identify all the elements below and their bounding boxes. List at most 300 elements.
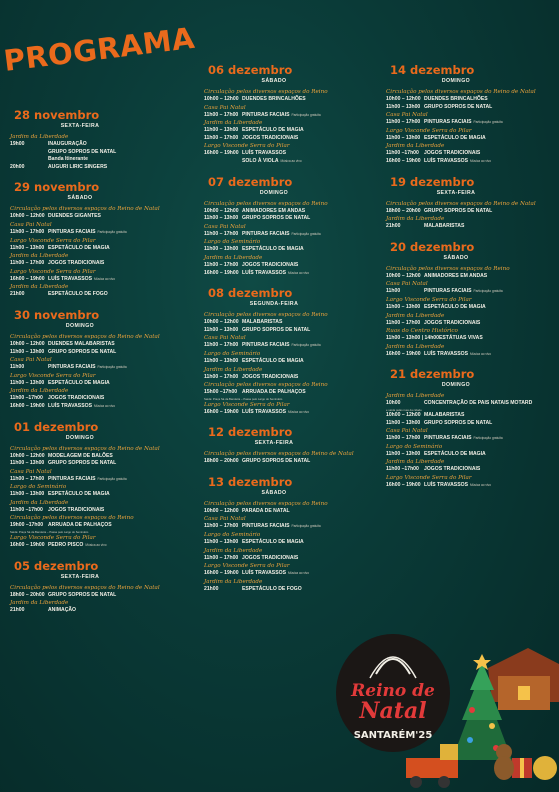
event-location: Largo do Seminário: [386, 443, 443, 450]
event-title: JOGOS TRADICIONAIS: [242, 261, 299, 268]
day-weekday: SÁBADO: [261, 78, 287, 84]
event-row: [204, 319, 382, 327]
event-row: [386, 482, 559, 490]
day-weekday: DOMINGO: [259, 189, 289, 196]
event-location: Jardim da Liberdade: [10, 253, 69, 260]
event-row: [386, 150, 559, 158]
event-row: [204, 523, 382, 531]
event-row: [10, 542, 188, 550]
event-title: ESPETÁCULO DE MAGIA: [48, 491, 110, 498]
event-time: 16h00 – 19h00: [204, 570, 239, 577]
event-title: JOGOS TRADICIONAIS: [48, 506, 105, 513]
event-title: MODELAGEM DE BALÕES: [48, 452, 113, 459]
event-title: PINTURAS FACIAIS: [242, 342, 290, 349]
event-row: [386, 223, 559, 231]
event-time: 11h00 – 13h00: [386, 103, 421, 110]
event-title: JOGOS TRADICIONAIS: [48, 395, 105, 402]
event-title: GRUPO SOPROS DE NATAL: [48, 348, 117, 355]
day-section: [204, 426, 382, 466]
event-note: Música ao vivo: [469, 482, 492, 487]
event-location: Largo do Seminário: [204, 350, 261, 357]
event-row: [10, 507, 188, 515]
event-row: [386, 304, 559, 312]
event-time: 10h00 – 12h00: [204, 507, 239, 514]
event-location: Jardim da Liberdade: [10, 499, 69, 506]
event-location: Casa Pai Natal: [204, 104, 246, 111]
day-section: [386, 241, 559, 359]
event-title: PINTURAS FACIAIS: [424, 119, 472, 126]
event-title: JOGOS TRADICIONAIS: [242, 134, 299, 141]
event-location: Jardim da Liberdade: [204, 120, 263, 127]
event-row: [386, 320, 559, 328]
event-location: Casa Pai Natal: [10, 221, 52, 228]
event-title: ARRUADA DE PALHAÇOS: [242, 389, 306, 396]
event-location: Casa Pai Natal: [10, 357, 52, 364]
event-title: LUÍS TRAVASSOS: [242, 570, 286, 577]
event-title: PEDRO PISCO: [48, 542, 84, 549]
event-note: Música ao vivo: [287, 571, 310, 576]
event-time: 11h00 – 17h00: [204, 134, 239, 141]
event-location: Jardim da Liberdade: [204, 578, 263, 585]
event-row: [204, 586, 382, 594]
event-title: DUENDES BRINCALHÕES: [242, 96, 306, 102]
event-location: Largo Visconde Serra do Pilar: [10, 268, 96, 275]
event-time: 11h00 – 17h00: [204, 261, 239, 268]
event-time: 18h00 – 20h00: [204, 458, 239, 465]
day-section: [204, 176, 382, 278]
event-title: ANIMADORES EM ANDAS: [242, 207, 306, 214]
event-location: Casa Pai Natal: [386, 428, 428, 435]
event-title: ESPETÁCULO DE FOGO: [242, 585, 302, 592]
event-location: Circulação pelos diversos espaços do Reino: [10, 515, 134, 522]
event-time: 21h00: [386, 223, 401, 230]
event-time: 15h00 –17h00: [204, 389, 238, 396]
event-title: GRUPO SOPROS DE NATAL: [242, 458, 311, 465]
event-time: 10h00 – 12h00: [204, 207, 239, 214]
event-location: Circulação pelos diversos espaços do Reino de Natal: [10, 333, 160, 340]
event-time: 11h00 – 17h00: [204, 342, 239, 349]
event-row: [10, 260, 188, 268]
day-weekday: SÁBADO: [67, 195, 93, 202]
event-time: 11h00 – 13h00: [204, 326, 239, 333]
toy-train-icon: [406, 758, 458, 778]
event-title: PARADA DE NATAL: [242, 507, 290, 514]
event-location: Circulação pelos diversos espaços do Reino: [204, 312, 328, 319]
event-location: Largo Visconde Serra do Pilar: [386, 127, 472, 134]
event-location: Circulação pelos diversos espaços do Reino de Natal: [204, 451, 354, 458]
day-weekday: SEXTA-FEIRA: [60, 573, 100, 580]
event-note: Participação gratuita: [473, 120, 503, 125]
event-location: Jardim da Liberdade: [10, 134, 69, 140]
event-row: [204, 96, 382, 104]
event-time: 11h00 – 13h00: [204, 127, 239, 134]
event-time: 11h00 – 13h00: [386, 450, 421, 457]
event-title: MALABARISTAS: [242, 319, 283, 326]
event-title: DUENDES MALABARISTAS: [48, 340, 115, 347]
event-title: PINTURAS FACIAIS: [424, 435, 472, 442]
event-title: INAUGURAÇÃO: [48, 141, 87, 147]
event-row: [386, 208, 559, 216]
event-subnote: Saída: Praça Sá da Bandeira – Passa pelo Largo do Seminário: [10, 530, 89, 535]
event-time: 16h00 – 19h00: [10, 402, 45, 409]
day-date: 13 dezembro: [208, 474, 293, 489]
day-weekday: DOMINGO: [65, 322, 95, 329]
event-subnote: Saída: Praça Sá da Bandeira – Passa pelo Largo do Seminário: [204, 396, 283, 401]
event-time: 11h00: [10, 364, 25, 371]
event-location: Jardim da Liberdade: [386, 312, 445, 319]
day-weekday: SEXTA-FEIRA: [254, 440, 294, 447]
event-row: [10, 460, 188, 468]
event-title: PINTURAS FACIAIS: [48, 364, 96, 371]
event-subnote: e saída pelas ruas da cidade: [386, 407, 422, 412]
event-location: Jardim da Liberdade: [386, 216, 445, 223]
event-row: [204, 389, 382, 397]
event-note: Música ao vivo: [280, 158, 302, 163]
event-title: CONCENTRAÇÃO DE PAIS NATAIS MOTARD: [424, 400, 533, 407]
event-title: DUENDES BRINCALHÕES: [424, 96, 488, 102]
event-time: 16h00 – 19h00: [204, 408, 239, 415]
event-title: GRUPO SOPROS DE NATAL: [48, 148, 117, 155]
event-time: 18h00 – 20h00: [10, 591, 45, 598]
event-row: [10, 403, 188, 411]
event-location: Largo Visconde Serra do Pilar: [10, 372, 96, 379]
event-row: [386, 420, 559, 428]
event-title: GRUPO SOPROS DE NATAL: [424, 419, 493, 426]
event-time: 11h00 – 13h00: [204, 215, 239, 222]
event-title: ANIMAÇÃO: [48, 607, 77, 614]
event-title: ARRUADA DE PALHAÇOS: [48, 522, 112, 529]
event-title: ESPETÁCULO DE MAGIA: [48, 244, 110, 251]
event-row: [204, 231, 382, 239]
event-time: 11h00 –17h00: [386, 466, 419, 473]
event-title: ESPETÁCULO DE MAGIA: [424, 134, 486, 141]
event-row: [10, 141, 188, 149]
day-date: 20 dezembro: [390, 239, 475, 254]
event-row: [386, 273, 559, 281]
day-date: 06 dezembro: [208, 63, 293, 77]
event-location: Jardim da Liberdade: [204, 547, 263, 554]
event-row: [10, 491, 188, 499]
event-time: 16h00 – 19h00: [204, 269, 239, 276]
event-title: GRUPO SOPROS DE NATAL: [48, 460, 117, 467]
event-time: 10h00 – 12h00: [386, 411, 421, 418]
event-title: ESPETÁCULO DE MAGIA: [242, 246, 304, 253]
day-weekday: DOMINGO: [441, 78, 471, 84]
event-row: [204, 327, 382, 335]
event-time: 11h00 –17h00: [386, 150, 419, 157]
event-title: JOGOS TRADICIONAIS: [424, 319, 481, 326]
event-row: [204, 270, 382, 278]
event-title: ESPETÁCULO DE MAGIA: [424, 303, 486, 310]
event-row: [10, 156, 188, 164]
event-title: GRUPO SOPROS DE NATAL: [424, 207, 493, 214]
day-date: 05 dezembro: [14, 558, 99, 573]
event-location: Circulação pelos diversos espaços do Reino: [386, 265, 510, 272]
event-note: Participação gratuita: [97, 365, 127, 370]
event-row: [10, 364, 188, 372]
event-title: JOGOS TRADICIONAIS: [242, 373, 299, 380]
event-location: Largo Visconde Serra do Pilar: [204, 401, 290, 408]
event-row: [10, 164, 188, 172]
event-time: 11h00 –17h00: [10, 395, 43, 402]
event-time: 11h00 – 17h00: [386, 435, 421, 442]
event-time: 19h00: [10, 141, 25, 147]
event-title: SOLO À VIOLA: [242, 157, 279, 164]
schedule-column-1: [10, 109, 188, 625]
event-location: Casa Pai Natal: [386, 281, 428, 288]
event-row: [10, 341, 188, 349]
event-time: 11h00 – 13h00: [204, 539, 239, 546]
event-location: Circulação pelos diversos espaços do Reino: [204, 382, 328, 389]
event-note: Participação gratuita: [97, 476, 127, 481]
event-location: Jardim da Liberdade: [10, 388, 69, 395]
event-row: [204, 539, 382, 547]
christmas-decoration-illustration: [400, 640, 559, 792]
event-row: [10, 229, 188, 237]
event-time: 11h00: [386, 288, 401, 295]
event-location: Casa Pai Natal: [204, 516, 246, 523]
event-row: [204, 158, 382, 166]
event-row: [386, 435, 559, 443]
event-row: [10, 607, 188, 615]
event-row: [204, 262, 382, 270]
event-row: [204, 458, 382, 466]
event-time: 21h00: [204, 585, 219, 592]
event-row: [386, 466, 559, 474]
event-title: PINTURAS FACIAIS: [242, 523, 290, 530]
event-title: GRUPO SOPROS DE NATAL: [48, 591, 117, 598]
event-title: LUÍS TRAVASSOS: [242, 408, 286, 415]
event-location: Jardim da Liberdade: [10, 284, 69, 291]
event-row: [386, 400, 559, 408]
event-title: ESPETÁCULO DE MAGIA: [48, 379, 110, 386]
event-row: [10, 380, 188, 388]
event-row: [10, 245, 188, 253]
event-note: Música ao vivo: [85, 543, 107, 548]
day-weekday: SEXTA-FEIRA: [436, 189, 476, 196]
day-section: [10, 181, 188, 299]
event-note: Música ao vivo: [287, 270, 310, 275]
event-row: [204, 135, 382, 143]
event-row: [204, 374, 382, 382]
event-row: [204, 555, 382, 563]
event-row: [386, 351, 559, 359]
event-row: [10, 476, 188, 484]
event-time: 16h00 – 19h00: [204, 150, 239, 157]
event-location: Largo Visconde Serra do Pilar: [204, 563, 290, 570]
event-time: 20h00: [10, 163, 25, 170]
event-time: 11h00 – 13h00: [10, 491, 45, 498]
logo-line2: Natal: [359, 698, 427, 724]
event-note: Participação gratuita: [291, 524, 321, 529]
event-time: 16h00 – 19h00: [386, 350, 421, 357]
event-title: LUÍS TRAVASSOS: [242, 150, 286, 157]
event-title: ESPETÁCULO DE MAGIA: [242, 539, 304, 546]
event-location: Largo Visconde Serra do Pilar: [10, 535, 96, 542]
event-title: LUÍS TRAVASSOS: [424, 157, 468, 164]
day-date: 19 dezembro: [390, 174, 475, 189]
event-title: Banda Itinerante: [48, 156, 88, 163]
event-title: ESPETÁCULO DE MAGIA: [242, 357, 304, 364]
event-row: [10, 592, 188, 600]
event-row: [386, 104, 559, 112]
event-location: Jardim da Liberdade: [386, 343, 445, 350]
event-time: 11h00 – 13h00: [10, 244, 45, 251]
event-location: Largo Visconde Serra do Pilar: [386, 296, 472, 303]
event-time: 10h00 – 12h00: [204, 96, 239, 102]
event-row: [10, 453, 188, 461]
event-location: Circulação pelos diversos espaços do Reino: [204, 500, 328, 507]
event-note: Música ao vivo: [93, 276, 116, 281]
event-location: Circulação pelos diversos espaços do Reino de Natal: [10, 445, 160, 452]
event-location: Circulação pelos diversos espaços do Reino de Natal: [10, 206, 160, 213]
event-row: [204, 150, 382, 158]
event-title: LUÍS TRAVASSOS: [48, 402, 92, 409]
event-title: ESPETÁCULO DE MAGIA: [424, 450, 486, 457]
event-location: Circulação pelos diversos espaços do Reino de Natal: [386, 200, 536, 207]
event-time: 11h00 – 13h00: [386, 134, 421, 141]
event-note: Participação gratuita: [473, 436, 503, 441]
event-row: [10, 149, 188, 157]
event-location: Largo do Seminário: [204, 239, 261, 246]
day-date: 14 dezembro: [390, 63, 475, 77]
event-title: PINTURAS FACIAIS: [242, 111, 290, 118]
day-weekday: SÁBADO: [261, 489, 287, 496]
page-title: PROGRAMA: [1, 20, 197, 78]
day-section: [204, 64, 382, 166]
event-note: Música ao vivo: [469, 351, 492, 356]
event-time: 11h00 – 13h00: [386, 303, 421, 310]
event-location: Largo do Seminário: [204, 532, 261, 539]
event-time: 10h00 – 12h00: [386, 96, 421, 102]
logo-line3: SANTARÉM'25: [353, 730, 433, 741]
event-title: GRUPO SOPROS DE NATAL: [242, 215, 311, 222]
event-location: Ruas do Centro Histórico: [386, 328, 458, 335]
event-note: Música ao vivo: [469, 158, 492, 163]
event-time: 11h00 – 17h00: [386, 319, 421, 326]
event-row: [204, 358, 382, 366]
event-time: 11h00 – 13h00: [10, 379, 45, 386]
event-title: ANIMADORES EM ANDAS: [424, 272, 488, 279]
day-section: [386, 176, 559, 231]
event-time: 11h00 – 17h00: [204, 523, 239, 530]
event-time: 11h00 – 17h00: [386, 119, 421, 126]
day-section: [10, 421, 188, 550]
event-location: Circulação pelos diversos espaços do Reino de Natal: [10, 584, 160, 591]
event-time: 11h00 – 17h00: [10, 475, 45, 482]
event-location: Largo Visconde Serra do Pilar: [386, 474, 472, 481]
event-row: [204, 508, 382, 516]
event-location: Largo do Seminário: [10, 484, 67, 491]
event-title: JOGOS TRADICIONAIS: [48, 260, 105, 267]
event-title: MALABARISTAS: [424, 411, 465, 418]
event-time: 11h00 – 17h00: [204, 373, 239, 380]
event-time: 10h00: [386, 400, 401, 407]
event-title: PINTURAS FACIAIS: [242, 230, 290, 237]
event-location: Jardim da Liberdade: [204, 366, 263, 373]
event-time: 11h00 – 13h00: [386, 419, 421, 426]
event-time: 16h00 – 19h00: [10, 542, 45, 549]
event-time: 21h00: [10, 291, 25, 298]
event-title: JOGOS TRADICIONAIS: [424, 150, 481, 157]
event-time: 10h00 – 12h00: [10, 340, 45, 347]
event-title: GRUPO SOPROS DE NATAL: [424, 103, 493, 110]
event-time: 11h00 – 13h00: [204, 246, 239, 253]
day-section: [386, 64, 559, 166]
event-time: 11h00 – 17h00: [204, 111, 239, 118]
event-location: Largo Visconde Serra do Pilar: [204, 143, 290, 150]
day-weekday: SEXTA-FEIRA: [60, 123, 100, 129]
day-section: [10, 560, 188, 615]
day-date: 21 dezembro: [390, 367, 475, 382]
event-title: LUÍS TRAVASSOS: [48, 275, 92, 282]
event-time: 18h00 – 20h00: [386, 207, 421, 214]
day-date: 30 novembro: [14, 307, 100, 322]
event-title: MALABARISTAS: [424, 223, 465, 230]
event-row: [10, 213, 188, 221]
event-title: ESTÁTUAS VIVAS: [438, 335, 483, 342]
day-date: 29 novembro: [14, 180, 100, 195]
event-row: [386, 451, 559, 459]
event-title: PINTURAS FACIAIS: [48, 475, 96, 482]
event-row: [204, 112, 382, 120]
day-date: 28 novembro: [14, 108, 100, 122]
day-weekday: SEGUNDA-FEIRA: [249, 301, 299, 308]
event-note: Música ao vivo: [287, 409, 310, 414]
event-location: Largo Visconde Serra do Pilar: [10, 237, 96, 244]
event-location: Casa Pai Natal: [386, 112, 428, 119]
event-location: Jardim da Liberdade: [386, 393, 445, 400]
event-row: [204, 409, 382, 417]
day-section: [10, 309, 188, 411]
event-note: Música ao vivo: [93, 403, 116, 408]
event-title: DUENDES GIGANTES: [48, 213, 101, 220]
event-time: 19h00 –17h00: [10, 522, 44, 529]
event-title: PINTURAS FACIAIS: [48, 228, 96, 235]
event-location: Jardim da Liberdade: [10, 600, 69, 607]
event-title: ESPETÁCULO DE FOGO: [48, 291, 108, 298]
event-location: Jardim da Liberdade: [386, 459, 445, 466]
day-section: [10, 109, 188, 171]
event-time: 10h00 – 12h00: [204, 319, 239, 326]
event-time: 11h00 – 17h00: [10, 260, 45, 267]
event-time: 16h00 – 19h00: [386, 481, 421, 488]
event-time: 10h00 – 12h00: [10, 213, 45, 220]
event-row: [386, 158, 559, 166]
event-title: JOGOS TRADICIONAIS: [424, 466, 481, 473]
event-note: Participação gratuita: [97, 229, 127, 234]
event-time: 11h00 – 17h00: [204, 554, 239, 561]
event-note: Participação gratuita: [473, 289, 503, 294]
event-title: AUGURI LIRIC SINGERS: [48, 163, 108, 170]
event-row: [386, 119, 559, 127]
event-time: 11h00 – 17h00: [10, 228, 45, 235]
event-note: Participação gratuita: [291, 112, 321, 117]
event-row: [204, 215, 382, 223]
event-time: 21h00: [10, 607, 25, 614]
event-row: [386, 96, 559, 104]
event-row: [10, 276, 188, 284]
event-note: Participação gratuita: [291, 231, 321, 236]
event-row: [10, 349, 188, 357]
event-location: Circulação pelos diversos espaços do Reino de Natal: [386, 89, 536, 95]
event-title: ESPETÁCULO DE MAGIA: [242, 127, 304, 134]
day-section: [204, 287, 382, 416]
day-weekday: SÁBADO: [443, 254, 469, 261]
event-row: [204, 208, 382, 216]
day-section: [204, 476, 382, 594]
logo-line1: Reino de: [351, 681, 435, 701]
